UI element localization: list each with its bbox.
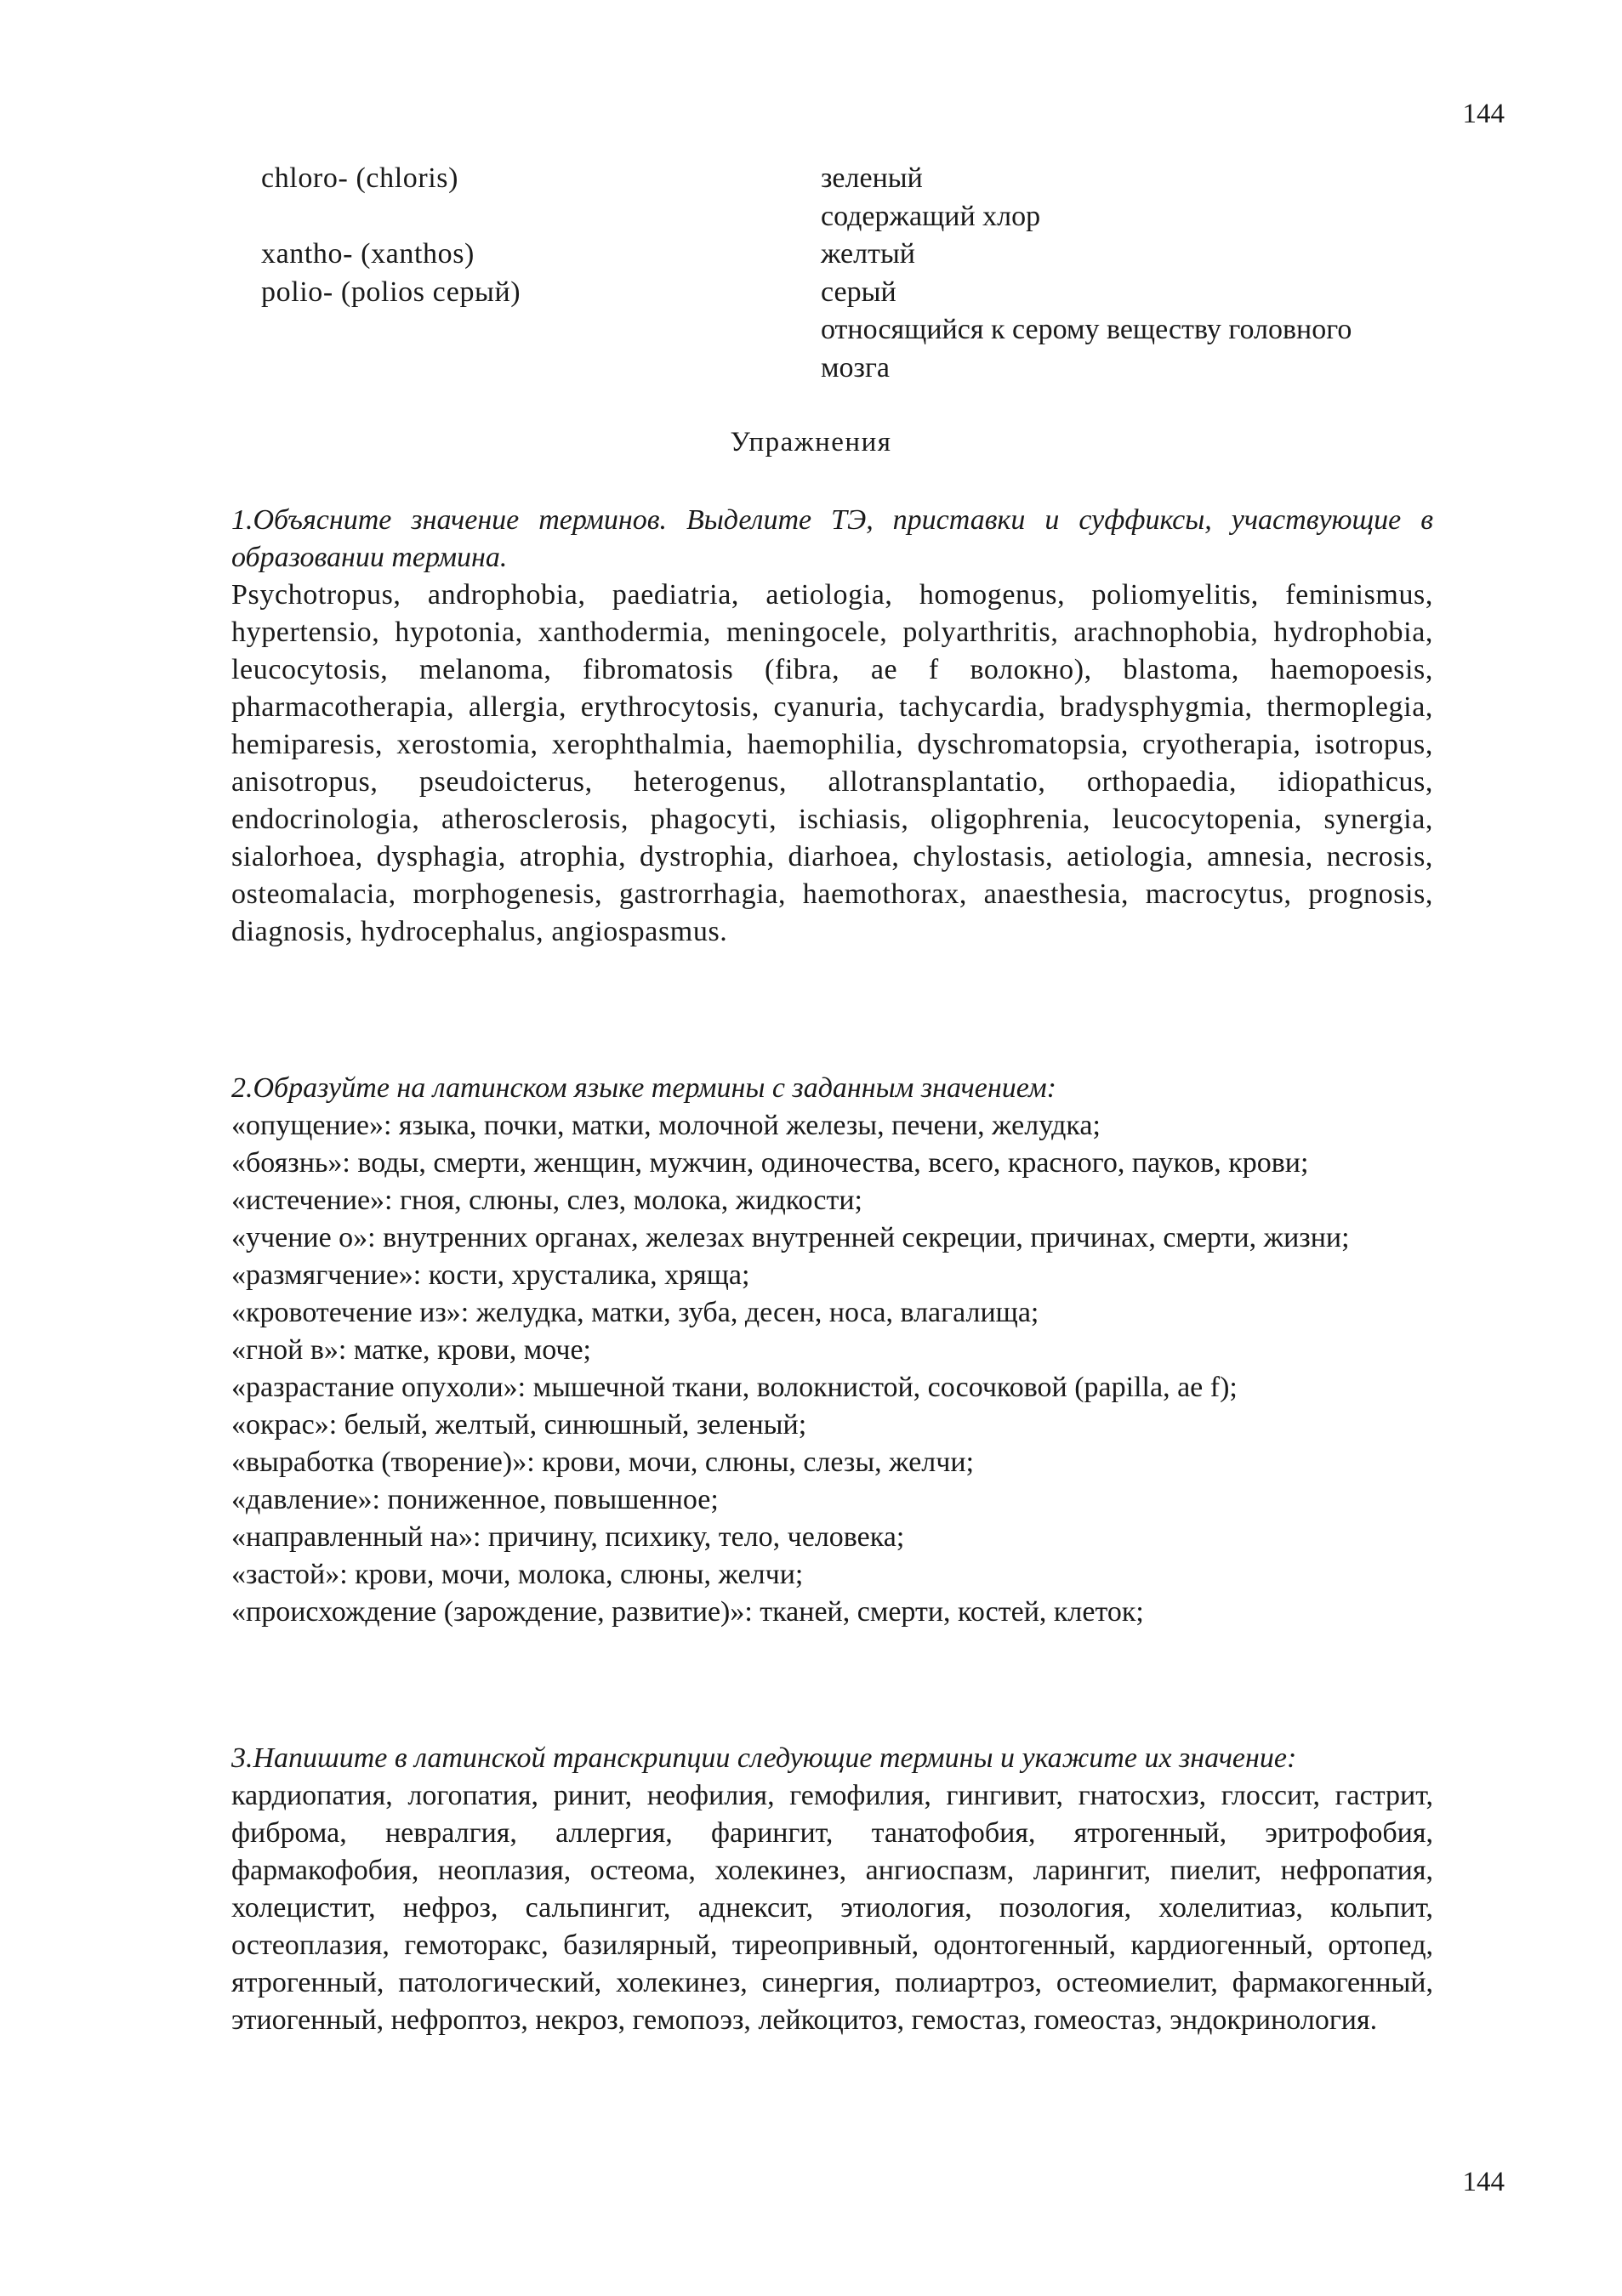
vocabulary-row: [261, 236, 1452, 274]
exercise-2-item: «кровотечение из»: желудка, матки, зуба, десен, носа, влагалища;: [231, 1297, 1039, 1328]
page-number-top: 144: [1462, 99, 1505, 129]
exercise-2-item: «происхождение (зарождение, развитие)»: тканей, смерти, костей, клеток;: [231, 1596, 1144, 1628]
exercise-2-item: «разрастание опухоли»: мышечной ткани, волокнистой, сосочковой (papilla, ae f);: [231, 1372, 1238, 1403]
vocabulary-meaning: серый: [821, 276, 896, 308]
exercise-2-instruction: 2.Образуйте на латинском языке термины с заданным значением:: [231, 1072, 1056, 1104]
page-number-bottom: 144: [1462, 2167, 1505, 2197]
vocabulary-meanings: [821, 160, 1452, 236]
vocabulary-meaning: зеленый: [821, 162, 923, 194]
exercise-2-item: «гной в»: матке, крови, моче;: [231, 1334, 591, 1366]
vocabulary-term: chloro- (chloris): [261, 162, 459, 194]
vocabulary-meaning: желтый: [821, 238, 915, 270]
vocabulary-list: [261, 160, 1452, 387]
exercise-1-instruction: 1.Объясните значение терминов. Выделите ТЭ, приставки и суффиксы, участвующие в образовании термина.: [231, 504, 1433, 573]
exercise-2-item: «направленный на»: причину, психику, тело, человека;: [231, 1521, 905, 1553]
vocabulary-term: polio- (polios серый): [261, 276, 521, 308]
vocabulary-meanings: [821, 274, 1452, 388]
vocabulary-meaning: содержащий хлор: [821, 200, 1041, 232]
exercise-2-item: «размягчение»: кости, хрусталика, хряща;: [231, 1259, 750, 1291]
vocabulary-term: xantho- (xanthos): [261, 238, 475, 270]
exercise-3: [231, 1740, 1433, 2039]
exercise-2: [231, 1070, 1433, 1631]
exercise-2-item: «окрас»: белый, желтый, синюшный, зеленый;: [231, 1409, 807, 1441]
vocabulary-meaning: относящийся к серому веществу головного: [821, 314, 1352, 345]
exercise-1-terms: Psychotropus, androphobia, paediatria, aetiologia, homogenus, poliomyelitis, feminismus, hypertensio, hypotonia, xanthodermia, meningocele, polyarthritis, arachnophobia, hydrophobia, leucocytosis, melanoma, fibromatosis (fibra, ae f волокно), blastoma, haemopoesis, pharmacotherapia, allergia, erythrocytosis, cyanuria, tachycardia, bradysphygmia, thermoplegia, hemiparesis, xerostomia, xerophthalmia, haemophilia, dyschromatopsia, cryotherapia, isotropus, anisotropus, pseudoicterus, heterogenus, allotransplantatio, orthopaedia, idiopathicus, endocrinologia, atherosclerosis, phagocyti, ischiasis, oligophrenia, leucocytopenia, synergia, sialorhoea, dysphagia, atrophia, dystrophia, diarhoea, chylostasis, aetiologia, amnesia, necrosis, osteomalacia, morphogenesis, gastrorrhagia, haemothorax, anaesthesia, macrocytus, prognosis, diagnosis, hydrocephalus, angiospasmus.: [231, 579, 1433, 947]
exercise-3-terms: кардиопатия, логопатия, ринит, неофилия, гемофилия, гингивит, гнатосхиз, глоссит, гастрит, фиброма, невралгия, аллергия, фарингит, танатофобия, ятрогенный, эритрофобия, фармакофобия, неоплазия, остеома, холекинез, ангиоспазм, ларингит, пиелит, нефропатия, холецистит, нефроз, сальпингит, аднексит, этиология, позология, холелитиаз, кольпит, остеоплазия, гемоторакс, базилярный, тиреопривный, одонтогенный, кардиогенный, ортопед, ятрогенный, патологический, холекинез, синергия, полиартроз, остеомиелит, фармакогенный, этиогенный, нефроптоз, некроз, гемопоэз, лейкоцитоз, гемостаз, гомеостаз, эндокринология.: [231, 1780, 1433, 2036]
exercise-2-item: «выработка (творение)»: крови, мочи, слюны, слезы, желчи;: [231, 1446, 975, 1478]
exercise-2-items: [231, 1107, 1433, 1631]
exercise-2-item: «боязнь»: воды, смерти, женщин, мужчин, одиночества, всего, красного, пауков, крови;: [231, 1147, 1309, 1179]
vocabulary-meanings: [821, 236, 1452, 274]
exercise-3-instruction: 3.Напишите в латинской транскрипции следующие термины и укажите их значение:: [231, 1742, 1297, 1774]
vocabulary-row: [261, 160, 1452, 236]
exercise-2-item: «опущение»: языка, почки, матки, молочной железы, печени, желудка;: [231, 1110, 1101, 1141]
exercise-2-item: «истечение»: гноя, слюны, слез, молока, жидкости;: [231, 1185, 862, 1216]
vocabulary-row: [261, 274, 1452, 388]
exercise-2-item: «давление»: пониженное, повышенное;: [231, 1484, 719, 1515]
exercise-1: [231, 502, 1433, 951]
exercises-heading: Упражнения: [730, 427, 892, 457]
exercise-2-item: «учение о»: внутренних органах, железах внутренней секреции, причинах, смерти, жизни;: [231, 1222, 1350, 1253]
vocabulary-meaning: мозга: [821, 351, 890, 384]
exercise-2-item: «застой»: крови, мочи, молока, слюны, желчи;: [231, 1559, 804, 1590]
